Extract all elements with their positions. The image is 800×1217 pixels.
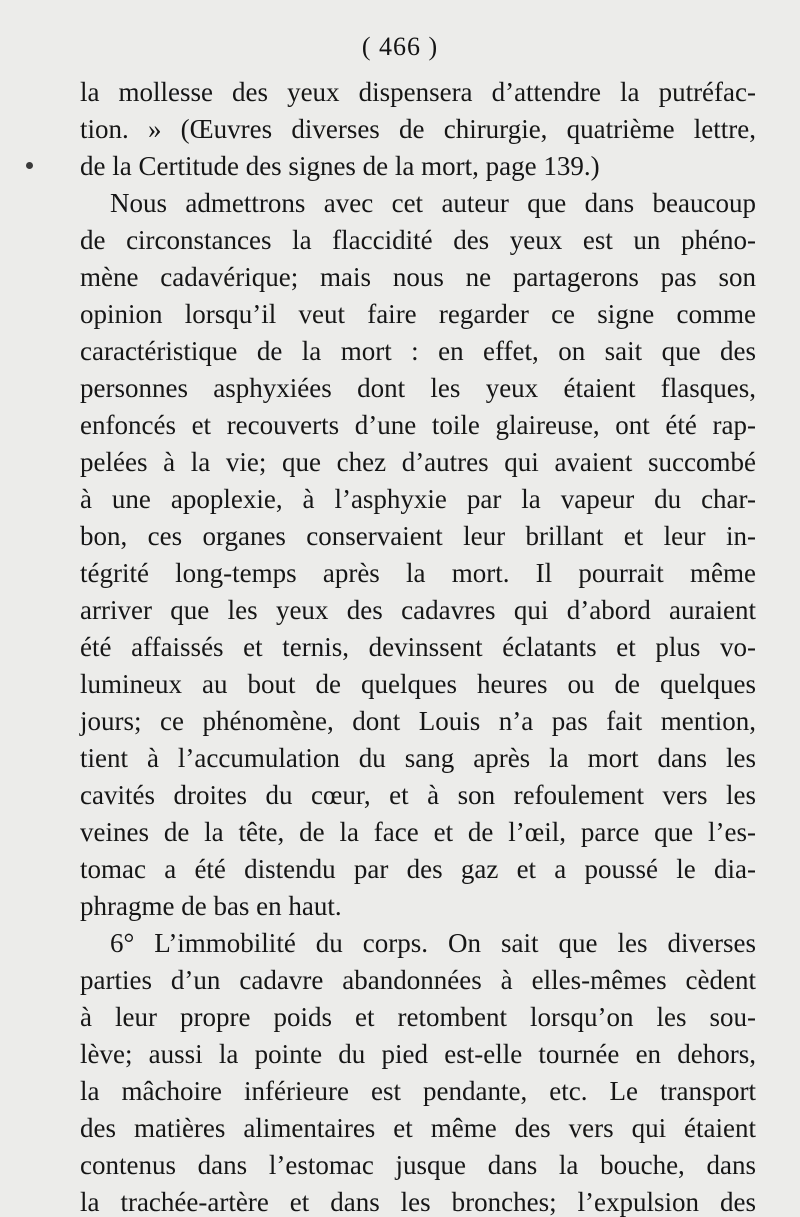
text-line: de la Certitude des signes de la mort, page 139.)	[80, 151, 600, 181]
text-line: des matières alimentaires et même des vers qui étaient	[80, 1113, 756, 1143]
text-line: enfoncés et recouverts d’une toile glaireuse, ont été rap-	[80, 410, 756, 440]
text-line: phragme de bas en haut.	[80, 891, 342, 921]
text-line: parties d’un cadavre abandonnées à elles-mêmes cèdent	[80, 965, 756, 995]
text-line: bon, ces organes conservaient leur brillant et leur in-	[80, 521, 756, 551]
text-line: à une apoplexie, à l’asphyxie par la vapeur du char-	[80, 484, 756, 514]
text-line: tion. » (Œuvres diverses de chirurgie, quatrième lettre,	[80, 114, 756, 144]
text-line: à leur propre poids et retombent lorsqu’on les sou-	[80, 1002, 756, 1032]
text-line: tomac a été distendu par des gaz et a poussé le dia-	[80, 854, 756, 884]
text-line: la trachée-artère et dans les bronches; l’expulsion des	[80, 1187, 756, 1217]
text-line: personnes asphyxiées dont les yeux étaient flasques,	[80, 373, 756, 403]
text-line: caractéristique de la mort : en effet, on sait que des	[80, 336, 756, 366]
text-line: lève; aussi la pointe du pied est-elle tournée en dehors,	[80, 1039, 756, 1069]
text-line: jours; ce phénomène, dont Louis n’a pas fait mention,	[80, 706, 756, 736]
text-line: opinion lorsqu’il veut faire regarder ce signe comme	[80, 299, 756, 329]
text-line: cavités droites du cœur, et à son refoulement vers les	[80, 780, 756, 810]
text-line: pelées à la vie; que chez d’autres qui avaient succombé	[80, 447, 756, 477]
body-text	[80, 74, 756, 1217]
text-line: Nous admettrons avec cet auteur que dans beaucoup	[110, 188, 756, 218]
text-line: 6° L’immobilité du corps. On sait que les diverses	[110, 928, 756, 958]
page-number: ( 466 )	[361, 32, 439, 61]
margin-mark	[26, 162, 33, 169]
text-line: tégrité long-temps après la mort. Il pourrait même	[80, 558, 756, 588]
text-line: tient à l’accumulation du sang après la mort dans les	[80, 743, 756, 773]
text-line: la mâchoire inférieure est pendante, etc. Le transport	[80, 1076, 756, 1106]
text-line: arriver que les yeux des cadavres qui d’abord auraient	[80, 595, 756, 625]
text-line: mène cadavérique; mais nous ne partagerons pas son	[80, 262, 756, 292]
text-line: veines de la tête, de la face et de l’œil, parce que l’es-	[80, 817, 756, 847]
text-line: lumineux au bout de quelques heures ou de quelques	[80, 669, 756, 699]
text-line: la mollesse des yeux dispensera d’attendre la putréfac-	[80, 77, 756, 107]
text-line: contenus dans l’estomac jusque dans la bouche, dans	[80, 1150, 756, 1180]
text-line: de circonstances la flaccidité des yeux est un phéno-	[80, 225, 756, 255]
text-line: été affaissés et ternis, devinssent éclatants et plus vo-	[80, 632, 756, 662]
